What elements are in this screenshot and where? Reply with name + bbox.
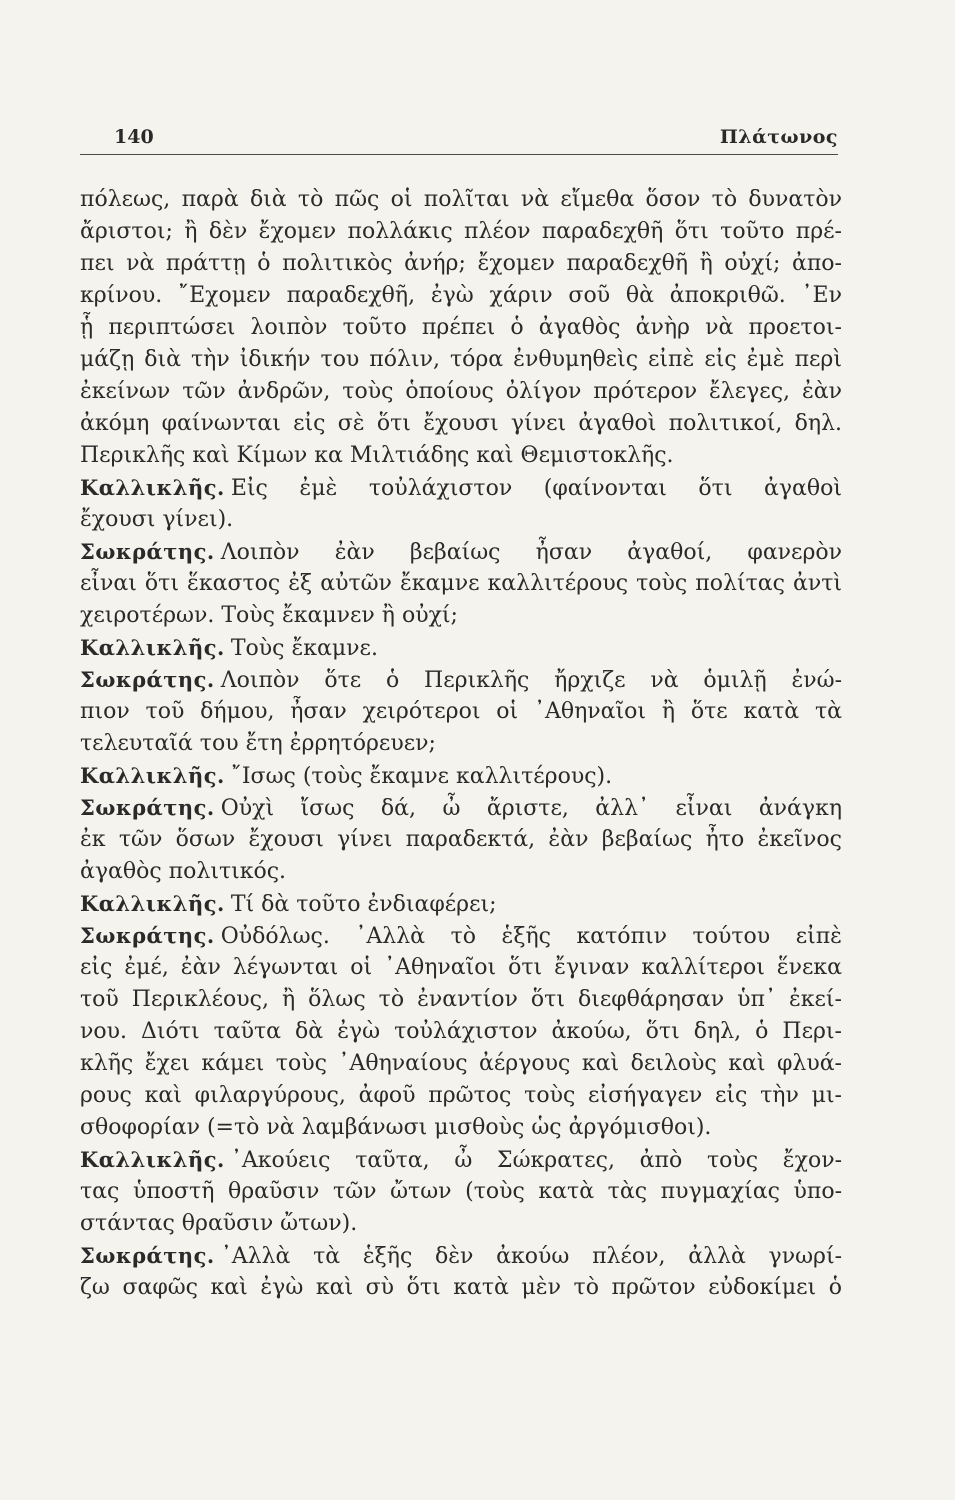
dialogue-line: [80, 1144, 842, 1176]
page-number: 140: [114, 126, 154, 148]
speaker-name: Καλλικλῆς.: [80, 891, 225, 916]
line-text: ἀγαθὸς πολιτικός.: [80, 859, 287, 884]
line-text: εἰς ἐμέ, ἐὰν λέγωνται οἱ ᾽Αθηναῖοι ὅτι ἔγιναν καλλίτεροι ἕνεκα: [80, 955, 842, 980]
line-text: Οὐδόλως. ᾽Αλλὰ τὸ ἑξῆς κατόπιν τούτου εἰπὲ: [220, 924, 842, 949]
dialogue-line: [80, 1240, 842, 1272]
text-line: [80, 312, 842, 344]
line-text: ᾽Ακούεις ταῦτα, ὦ Σώκρατες, ἀπὸ τοὺς ἔχον-: [230, 1148, 842, 1173]
line-text: νου. Διότι ταῦτα δὰ ἐγὼ τοὐλάχιστον ἀκούω, ὅτι δηλ, ὁ Περι-: [80, 1019, 842, 1044]
dialogue-line: [80, 760, 842, 792]
page-header: [80, 126, 838, 156]
line-text: ρους καὶ φιλαργύρους, ἀφοῦ πρῶτος τοὺς εἰσήγαγεν εἰς τὴν μι-: [80, 1083, 842, 1108]
speaker-name: Σωκράτης.: [80, 1243, 215, 1268]
body-text: [80, 184, 842, 1484]
speaker-name: Σωκράτης.: [80, 795, 215, 820]
line-text: Λοιπὸν ὅτε ὁ Περικλῆς ἤρχιζε νὰ ὁμιλῇ ἐνώ-: [220, 668, 842, 693]
text-line: [80, 1048, 842, 1080]
line-text: πιον τοῦ δήμου, ἦσαν χειρότεροι οἱ ᾽Αθηναῖοι ἢ ὅτε κατὰ τὰ: [80, 699, 842, 724]
text-line: [80, 184, 842, 216]
line-text: κρίνου. ῎Εχομεν παραδεχθῆ, ἐγὼ χάριν σοῦ θὰ ἀποκριθῶ. ᾽Εν: [80, 283, 842, 308]
line-text: τελευταῖά του ἔτη ἐρρητόρευεν;: [80, 731, 436, 756]
speaker-name: Καλλικλῆς.: [80, 635, 225, 660]
line-text: Τί δὰ τοῦτο ἐνδιαφέρει;: [230, 892, 497, 917]
text-line: [80, 344, 842, 376]
line-text: Οὐχὶ ἴσως δά, ὦ ἄριστε, ἀλλ᾽ εἶναι ἀνάγκη: [220, 796, 842, 821]
text-line: [80, 504, 842, 536]
line-text: Περικλῆς καὶ Κίμων κα Μιλτιάδης καὶ Θεμιστοκλῆς.: [80, 443, 674, 468]
text-line: [80, 856, 842, 888]
line-text: τας ὑποστῆ θραῦσιν τῶν ὤτων (τοὺς κατὰ τὰς πυγμαχίας ὑπο-: [80, 1179, 842, 1204]
dialogue-line: [80, 632, 842, 664]
line-text: ζω σαφῶς καὶ ἐγὼ καὶ σὺ ὅτι κατὰ μὲν τὸ πρῶτον εὐδοκίμει ὁ: [80, 1275, 842, 1300]
text-line: [80, 216, 842, 248]
text-line: [80, 1080, 842, 1112]
dialogue-line: [80, 536, 842, 568]
dialogue-line: [80, 792, 842, 824]
text-line: [80, 280, 842, 312]
line-text: κλῆς ἔχει κάμει τοὺς ᾽Αθηναίους ἀέργους καὶ δειλοὺς καὶ φλυά-: [80, 1051, 842, 1076]
text-line: [80, 568, 842, 600]
line-text: εἶναι ὅτι ἕκαστος ἐξ αὐτῶν ἔκαμνε καλλιτέρους τοὺς πολίτας ἀντὶ: [80, 571, 842, 596]
line-text: ῎Ισως (τοὺς ἔκαμνε καλλιτέρους).: [230, 764, 613, 789]
text-line: [80, 248, 842, 280]
text-line: [80, 1112, 842, 1144]
line-text: μάζῃ διὰ τὴν ἰδικήν του πόλιν, τόρα ἐνθυμηθεὶς εἰπὲ εἰς ἐμὲ περὶ: [80, 347, 842, 372]
dialogue-line: [80, 664, 842, 696]
header-rule: [80, 154, 838, 155]
text-line: [80, 728, 842, 760]
line-text: χειροτέρων. Τοὺς ἔκαμνεν ἢ οὐχί;: [80, 603, 458, 628]
line-text: ἀκόμη φαίνωνται εἰς σὲ ὅτι ἔχουσι γίνει ἀγαθοὶ πολιτικοί, δηλ.: [80, 411, 842, 436]
text-line: [80, 824, 842, 856]
line-text: ᾽Αλλὰ τὰ ἑξῆς δὲν ἀκούω πλέον, ἀλλὰ γνωρί-: [220, 1244, 842, 1269]
text-line: [80, 408, 842, 440]
line-text: Εἰς ἐμὲ τοὐλάχιστον (φαίνονται ὅτι ἀγαθοὶ: [230, 476, 842, 501]
line-text: σθοφορίαν (=τὸ νὰ λαμβάνωσι μισθοὺς ὡς ἀργόμισθοι).: [80, 1115, 712, 1140]
line-text: ἐκείνων τῶν ἀνδρῶν, τοὺς ὁποίους ὀλίγον πρότερον ἔλεγες, ἐὰν: [80, 379, 842, 404]
text-line: [80, 1272, 842, 1304]
line-text: στάντας θραῦσιν ὤτων).: [80, 1211, 358, 1236]
line-text: τοῦ Περικλέους, ἢ ὅλως τὸ ἐναντίον ὅτι διεφθάρησαν ὑπ᾽ ἐκεί-: [80, 987, 842, 1012]
text-line: [80, 600, 842, 632]
text-line: [80, 1176, 842, 1208]
line-text: Λοιπὸν ἐὰν βεβαίως ἦσαν ἀγαθοί, φανερὸν: [220, 540, 842, 565]
text-line: [80, 1016, 842, 1048]
text-line: [80, 984, 842, 1016]
speaker-name: Καλλικλῆς.: [80, 763, 225, 788]
speaker-name: Καλλικλῆς.: [80, 1147, 225, 1172]
dialogue-line: [80, 920, 842, 952]
line-text: ἔχουσι γίνει).: [80, 507, 234, 532]
line-text: πόλεως, παρὰ διὰ τὸ πῶς οἱ πολῖται νὰ εἴμεθα ὅσον τὸ δυνατὸν: [80, 187, 842, 212]
line-text: ᾗ περιπτώσει λοιπὸν τοῦτο πρέπει ὁ ἀγαθὸς ἀνὴρ νὰ προετοι-: [80, 315, 842, 340]
text-line: [80, 1208, 842, 1240]
speaker-name: Καλλικλῆς.: [80, 475, 225, 500]
text-line: [80, 376, 842, 408]
text-line: [80, 952, 842, 984]
text-line: [80, 440, 842, 472]
text-line: [80, 696, 842, 728]
speaker-name: Σωκράτης.: [80, 539, 215, 564]
line-text: ἐκ τῶν ὅσων ἔχουσι γίνει παραδεκτά, ἐὰν βεβαίως ἦτο ἐκεῖνος: [80, 827, 842, 852]
line-text: ἄριστοι; ἢ δὲν ἔχομεν πολλάκις πλέον παραδεχθῆ ὅτι τοῦτο πρέ-: [80, 219, 842, 244]
speaker-name: Σωκράτης.: [80, 923, 215, 948]
running-head: Πλάτωνος: [719, 126, 838, 148]
dialogue-line: [80, 472, 842, 504]
line-text: Τοὺς ἔκαμνε.: [230, 636, 378, 661]
dialogue-line: [80, 888, 842, 920]
speaker-name: Σωκράτης.: [80, 667, 215, 692]
line-text: πει νὰ πράττῃ ὁ πολιτικὸς ἀνήρ; ἔχομεν παραδεχθῆ ἢ οὐχί; ἀπο-: [80, 251, 842, 276]
